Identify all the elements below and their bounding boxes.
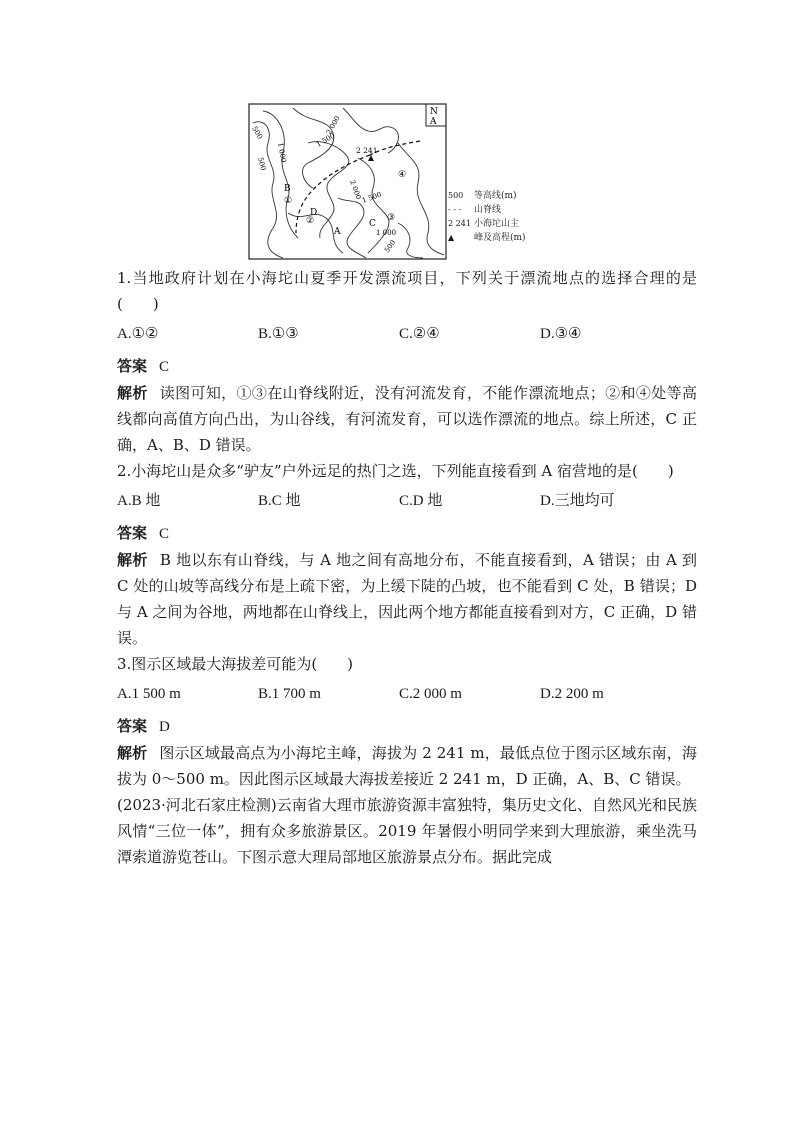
answer-label: 答案 xyxy=(117,357,148,375)
q3-option-a: A.1 500 m xyxy=(117,686,181,702)
analysis-label: 解析 xyxy=(117,744,148,762)
legend-peak-2 xyxy=(448,231,558,245)
legend-contour-sample: 500 xyxy=(448,191,464,200)
legend-peak-label-2: 峰及高程(m) xyxy=(474,233,526,243)
analysis-label: 解析 xyxy=(117,551,148,569)
legend-peak-triangle-icon: ▲ xyxy=(448,233,455,242)
legend-contour xyxy=(448,189,558,203)
question-content xyxy=(117,265,697,870)
answer-label: 答案 xyxy=(117,524,148,542)
analysis-label: 解析 xyxy=(117,384,148,402)
contour-lines xyxy=(253,108,444,258)
contour-label: 1 000 xyxy=(276,141,288,164)
q2-option-a: A.B 地 xyxy=(117,493,161,509)
q1-option-a: A.①② xyxy=(117,326,159,342)
contour-label: 500 xyxy=(383,238,398,255)
q1-answer-value: C xyxy=(159,359,170,375)
contour-label: 500 xyxy=(256,156,268,172)
legend-contour-label: 等高线(m) xyxy=(474,191,517,201)
point-b: B xyxy=(284,184,291,194)
q3-answer-value: D xyxy=(159,719,170,735)
point-c: C xyxy=(369,219,376,229)
contour-label: 2 000 xyxy=(348,178,363,201)
q1-option-b: B.①③ xyxy=(258,326,299,342)
q3-option-c: C.2 000 m xyxy=(399,686,462,702)
circled-marker: ① xyxy=(284,196,293,206)
contour-label: 1 500 xyxy=(360,190,383,205)
contour-label: 1 500 xyxy=(315,131,337,149)
corner-point-a: A xyxy=(430,117,437,127)
circled-marker: ② xyxy=(306,216,315,226)
q1-option-c: C.②④ xyxy=(399,326,440,342)
passage-intro: (2023·河北石家庄检测)云南省大理市旅游资源丰富独特，集历史文化、自然风光和民族风情“三位一体”，拥有众多旅游景区。2019 年暑假小明同学来到大理旅游，乘坐洗马潭索道游览苍山。下图示意大理局部地区旅游景点分布。据此完成 xyxy=(117,796,697,866)
q1-option-d: D.③④ xyxy=(540,326,582,342)
q2-option-c: C.D 地 xyxy=(399,493,443,509)
legend-peak xyxy=(448,217,558,231)
q3-option-b: B.1 700 m xyxy=(258,686,321,702)
map-frame xyxy=(249,104,446,259)
contour-label: 500 xyxy=(250,125,264,141)
legend-ridge-symbol: - - - xyxy=(448,205,462,214)
legend-ridge xyxy=(448,203,558,217)
contour-map-figure xyxy=(248,103,548,261)
q3-answer xyxy=(117,713,697,740)
q1-stem: 1.当地政府计划在小海坨山夏季开发漂流项目，下列关于漂流地点的选择合理的是( ) xyxy=(117,269,697,313)
q2-option-b: B.C 地 xyxy=(258,493,301,509)
map-legend xyxy=(448,189,558,245)
q2-analysis xyxy=(117,547,697,651)
contour-label: 2 000 xyxy=(324,114,342,136)
q1-options xyxy=(117,321,697,347)
circled-marker: ④ xyxy=(398,170,407,180)
q3-options xyxy=(117,681,697,707)
q3-analysis-text: 图示区域最高点为小海坨主峰，海拔为 2 241 m，最低点位于图示区域东南，海拔为 0～500 m。因此图示区域最大海拔差接近 2 241 m，D 正确，A、B、C 错误。 xyxy=(117,744,697,788)
q2-stem: 2.小海坨山是众多“驴友”户外远足的热门之选，下列能直接看到 A 宿营地的是( ) xyxy=(117,462,674,480)
q1-answer xyxy=(117,353,697,380)
north-label: N xyxy=(430,107,438,117)
q1-analysis-text: 读图可知，①③在山脊线附近，没有河流发育，不能作漂流地点；②和④处等高线都向高值方向凸出，为山谷线，有河流发育，可以选作漂流的地点。综上所述，C 正确，A、B、D 错误。 xyxy=(117,384,697,454)
circled-marker: ③ xyxy=(387,213,396,223)
legend-ridge-label: 山脊线 xyxy=(474,205,502,215)
q2-option-d: D.三地均可 xyxy=(540,493,615,509)
answer-label: 答案 xyxy=(117,717,148,735)
q2-analysis-text: B 地以东有山脊线，与 A 地之间有高地分布，不能直接看到，A 错误；由 A 到 C 处的山坡等高线分布是上疏下密，为上缓下陡的凸坡，也不能看到 C 处，B 错误；D 与 A 之间为谷地，两地都在山脊线上，因此两个地方都能直接看到对方，C 正确，D 错误。 xyxy=(117,551,697,647)
legend-peak-value: 2 241 xyxy=(448,219,471,228)
q3-option-d: D.2 200 m xyxy=(540,686,604,702)
q2-answer-value: C xyxy=(159,526,170,542)
peak-value: 2 241 xyxy=(356,146,378,155)
q2-options xyxy=(117,488,697,514)
q3-analysis xyxy=(117,740,697,792)
q2-answer xyxy=(117,520,697,547)
point-a: A xyxy=(334,227,341,237)
contour-label: 1 000 xyxy=(376,229,397,237)
q3-stem: 3.图示区域最大海拔差可能为( ) xyxy=(117,655,354,673)
q1-analysis xyxy=(117,380,697,458)
legend-peak-label-1: 小海坨山主 xyxy=(474,219,520,229)
point-d: D xyxy=(310,208,318,218)
